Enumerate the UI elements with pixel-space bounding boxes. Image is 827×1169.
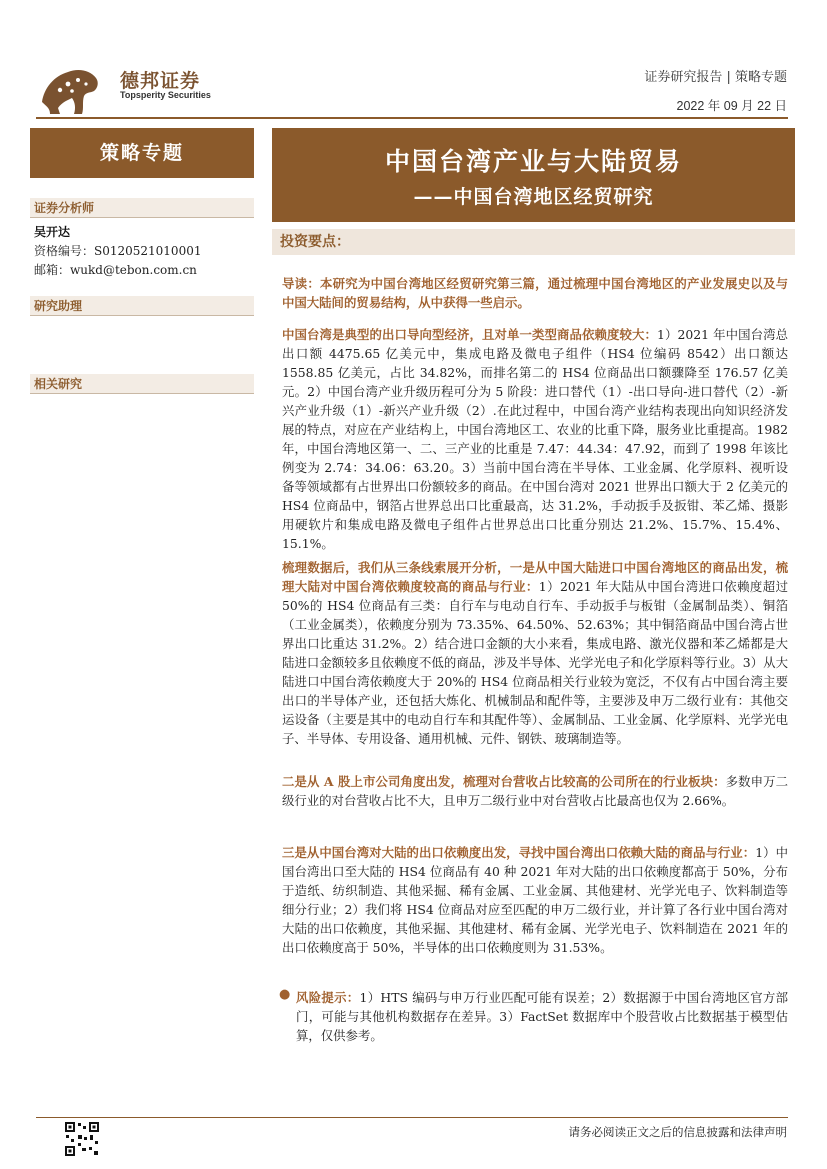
topic-label: 策略专题 — [30, 128, 254, 178]
point-1-body: 1）2021 年中国台湾总出口额 4475.65 亿美元中，集成电路及微电子组件（HS4 位编码 8542）出口额达 1558.85 亿美元，占比 34.82%，而排名第二的 HS4 位商品出口额骤降至 176.57 亿美元。2）中国台湾产业升级历程可分为 5 阶段：进口替代（1）-出口导向-进口替代（2）-新兴产业升级（1）-新兴产业升级（2）.在此过程中，中国台湾产业结构表现出向知识经济发展的特点，对应在产业结构上，中国台湾地区工、农业的比重下降，服务业比重提高。1982 年，中国台湾地区第一、二、三产业的比重是 7.47：44.34：47.92，而到了 1998 年该比例变为 2.74：34.06：63.20。3）当前中国台湾在半导体、工业金属、化学原料、视听设备等领域都有占世界出口份额较多的商品。在中国台湾对 2021 世界出口额大于 2 亿美元的 HS4 位商品中，钢箔占世界总出口比重最高，达 31.2%，手动扳手及扳钳、苯乙烯、摄影用硬软片和集成电路及微电子组件占世界总出口比重分别达 21.2%、15.7%、15.4%、15.1%。 — [282, 327, 789, 551]
risk-body: 1）HTS 编码与申万行业匹配可能有误差；2）数据源于中国台湾地区官方部门，可能与其他机构数据存在差异。3）FactSet 数据库中个股营收占比数据基于模型估算，仅供参考。 — [296, 990, 789, 1043]
point-4-body: 1）中国台湾出口至大陆的 HS4 位商品有 40 种 2021 年对大陆的出口依赖度都高于 50%，分布于造纸、纺织制造、其他采掘、稀有金属、工业金属、其他建材、光学光电子、饮料制造等细分行业；2）我们将 HS4 位商品对应至匹配的申万二级行业，并计算了各行业中国台湾对大陆的出口依赖度，其他采掘、其他建材、稀有金属、光学光电子、饮料制造在 2021 年的出口依赖度高于 50%，半导体的出口依赖度则为 31.53%。 — [282, 845, 788, 955]
bullet-icon: ● — [279, 987, 291, 1002]
intro-paragraph — [282, 274, 788, 312]
report-title: 中国台湾产业与大陆贸易 — [384, 147, 682, 176]
point-3-body: 多数申万二级行业的对台营收占比不大，且申万二级行业中对台营收占比最高也仅为 2.66%。 — [282, 774, 788, 808]
footer-divider — [36, 1117, 788, 1118]
header-divider — [36, 117, 788, 119]
point-1-paragraph — [282, 325, 788, 553]
related-research-heading: 相关研究 — [30, 374, 254, 394]
point-3-lead: 二是从 A 股上市公司角度出发，梳理对台营收占比较高的公司所在的行业板块： — [282, 774, 726, 789]
intro-lead: 导读：本研究为中国台湾地区经贸研究第三篇，通过梳理中国台湾地区的产业发展史以及与中国大陆间的贸易结构，从中获得一些启示。 — [282, 276, 788, 310]
assistant-heading: 研究助理 — [30, 296, 254, 316]
point-4-lead: 三是从中国台湾对大陆的出口依赖度出发，寻找中国台湾出口依赖大陆的商品与行业： — [282, 845, 756, 860]
analyst-cert: 资格编号：S0120521010001 — [34, 244, 202, 258]
brand-name-cn: 德邦证券 — [120, 70, 201, 92]
investment-points-heading: 投资要点： — [272, 229, 795, 255]
point-2-paragraph — [282, 558, 788, 748]
risk-paragraph — [282, 988, 788, 1045]
title-banner — [272, 128, 795, 222]
point-3-paragraph — [282, 772, 788, 810]
point-2-body: 1）2021 年大陆从中国台湾进口依赖度超过 50%的 HS4 位商品有三类：自行车与电动自行车、手动扳手与板钳（金属制品类）、铜箔（工业金属类），依赖度分别为 73.35%、64.50%、52.63%；其中铜箔商品中国台湾占世界出口比重达 31.2%。2）结合进口金额的大小来看，集成电路、激光仪器和苯乙烯都是大陆进口金额较多且依赖度不低的商品，涉及半导体、光学光电子和化学原料等行业。3）从大陆进口中国台湾依赖度大于 20%的 HS4 位商品相关行业较为宽泛，不仅有占中国台湾主要出口的半导体产业，还包括大炼化、机械制品和配件等，主要涉及申万二级行业有：其他交运设备（主要是其中的电动自行车和其配件等）、金属制品、工业金属、化学原料、光学光电子、半导体、专用设备、通用机械、元件、钢铁、玻璃制造等。 — [282, 579, 789, 746]
report-type: 证券研究报告 | 策略专题 — [644, 70, 787, 85]
analyst-email: 邮箱：wukd@tebon.com.cn — [34, 263, 197, 277]
risk-lead: 风险提示： — [296, 990, 360, 1005]
leopard-logo-icon — [38, 58, 102, 116]
brand-name-en: Topsperity Securities — [120, 90, 211, 100]
analyst-heading: 证券分析师 — [30, 198, 254, 218]
disclaimer-text: 请务必阅读正文之后的信息披露和法律声明 — [568, 1125, 787, 1139]
report-date: 2022 年 09 月 22 日 — [676, 99, 787, 113]
analyst-name: 吴开达 — [34, 225, 71, 239]
point-1-lead: 中国台湾是典型的出口导向型经济，且对单一类型商品依赖度较大： — [282, 327, 658, 342]
report-subtitle: ——中国台湾地区经贸研究 — [413, 186, 654, 208]
point-2-lead: 梳理数据后，我们从三条线索展开分析，一是从中国大陆进口中国台湾地区的商品出发，梳理大陆对中国台湾依赖度较高的商品与行业： — [282, 560, 788, 594]
point-4-paragraph — [282, 843, 788, 957]
qr-code-icon — [64, 1121, 100, 1157]
